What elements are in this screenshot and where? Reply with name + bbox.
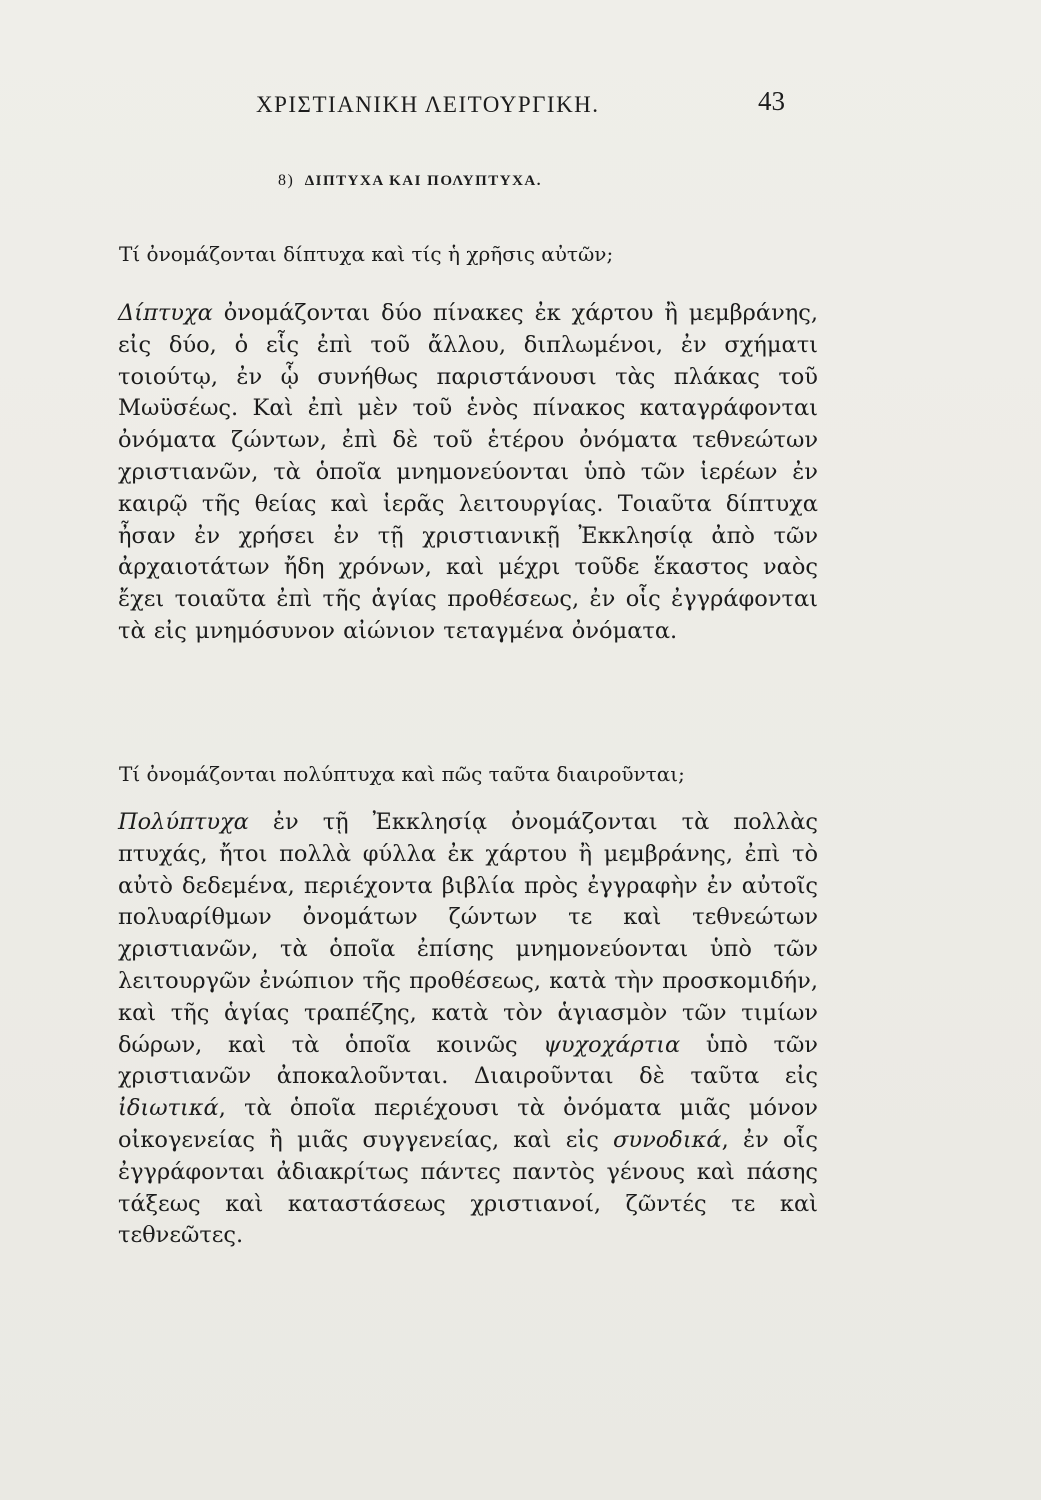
answer-1 xyxy=(118,298,818,648)
answer-2-body-4: , ἐν οἷς ἐγγράφονται ἀδιακρίτως πάντες παντὸς γένους καὶ πάσης τάξεως καὶ καταστάσεως χριστιανοί, ζῶντές τε καὶ τεθνεῶτες. xyxy=(118,1126,818,1249)
section-heading xyxy=(278,172,542,190)
question-2: Τί ὀνομάζονται πολύπτυχα καὶ πῶς ταῦτα διαιροῦνται; xyxy=(119,762,685,786)
section-title: ΔΙΠΤΥΧΑ ΚΑΙ ΠΟΛΥΠΤΥΧΑ. xyxy=(304,173,543,189)
page-number: 43 xyxy=(758,86,785,116)
running-title: ΧΡΙΣΤΙΑΝΙΚΗ ΛΕΙΤΟΥΡΓΙΚΗ. xyxy=(256,92,600,117)
answer-1-body: ὀνομάζονται δύο πίνακες ἐκ χάρτου ἢ μεμβράνης, εἰς δύο, ὁ εἷς ἐπὶ τοῦ ἄλλου, διπλωμένοι, ἐν σχήματι τοιούτῳ, ἐν ᾧ συνήθως παριστάνουσι τὰς πλάκας τοῦ Μωϋσέως. Καὶ ἐπὶ μὲν τοῦ ἑνὸς πίνακος καταγράφονται ὀνόματα ζώντων, ἐπὶ δὲ τοῦ ἑτέρου ὀνόματα τεθνεώτων χριστιανῶν, τὰ ὁποῖα μνημονεύονται ὑπὸ τῶν ἱερέων ἐν καιρῷ τῆς θείας καὶ ἱερᾶς λειτουργίας. Τοιαῦτα δίπτυχα ἦσαν ἐν χρήσει ἐν τῇ χριστιανικῇ Ἐκκλησίᾳ ἀπὸ τῶν ἀρχαιοτάτων ἤδη χρόνων, καὶ μέχρι τοῦδε ἕκαστος ναὸς ἔχει τοιαῦτα ἐπὶ τῆς ἁγίας προθέσεως, ἐν οἷς ἐγγράφονται τὰ εἰς μνημόσυνον αἰώνιον τεταγμένα ὀνόματα. xyxy=(118,300,818,644)
answer-2-term-2: ἰδιωτικά xyxy=(118,1095,219,1122)
section-number: 8) xyxy=(278,172,295,189)
answer-2-lead-term: Πολύπτυχα xyxy=(118,809,249,835)
answer-2-term-1: ψυχοχάρτια xyxy=(543,1031,681,1058)
answer-1-lead-term: Δίπτυχα xyxy=(118,300,213,326)
answer-2-body-3: , τὰ ὁποῖα περιέχουσι τὰ ὀνόματα μιᾶς μόνον οἰκογενείας ἢ μιᾶς συγγενείας, καὶ εἰς xyxy=(118,1095,818,1153)
answer-2 xyxy=(118,807,818,1252)
question-1: Τί ὀνομάζονται δίπτυχα καὶ τίς ἡ χρῆσις αὐτῶν; xyxy=(119,242,614,266)
answer-2-body-2: ὑπὸ τῶν χριστιανῶν ἀποκαλοῦνται. Διαιροῦνται δὲ ταῦτα εἰς xyxy=(118,1031,818,1090)
answer-2-term-3: συνοδικά xyxy=(613,1126,722,1153)
answer-2-body-1: ἐν τῇ Ἐκκλησίᾳ ὀνομάζονται τὰ πολλὰς πτυχάς, ἤτοι πολλὰ φύλλα ἐκ χάρτου ἢ μεμβράνης, ἐπὶ τὸ αὐτὸ δεδεμένα, περιέχοντα βιβλία πρὸς ἐγγραφὴν ἐν αὐτοῖς πολυαρίθμων ὀνομάτων ζώντων τε καὶ τεθνεώτων χριστιανῶν, τὰ ὁποῖα ἐπίσης μνημονεύονται ὑπὸ τῶν λειτουργῶν ἐνώπιον τῆς προθέσεως, κατὰ τὴν προσκομιδήν, καὶ τῆς ἁγίας τραπέζης, κατὰ τὸν ἁγιασμὸν τῶν τιμίων δώρων, καὶ τὰ ὁποῖα κοινῶς xyxy=(118,809,818,1058)
